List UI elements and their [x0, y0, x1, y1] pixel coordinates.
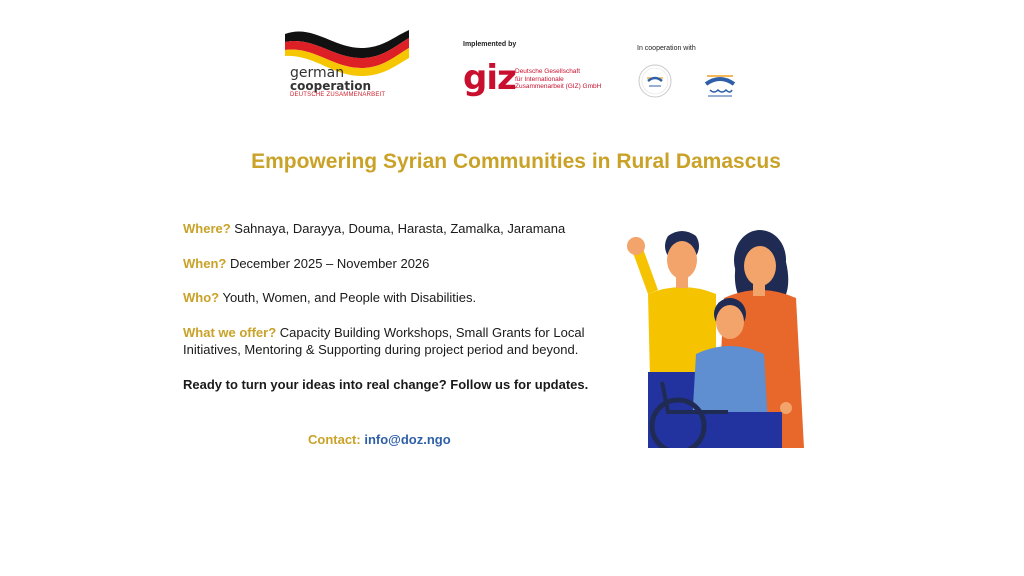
giz-subtitle-line: Deutsche Gesellschaft: [515, 68, 581, 75]
who-paragraph: [183, 289, 603, 307]
when-label: When?: [183, 255, 227, 271]
community-people-illustration: [612, 222, 812, 448]
where-paragraph: [183, 220, 603, 238]
in-cooperation-with-label: In cooperation with: [637, 45, 696, 52]
german-cooperation-line2: cooperation: [290, 79, 371, 93]
german-cooperation-line1: german: [290, 65, 345, 81]
doz-arabic-logo: [702, 70, 738, 100]
info-block: [183, 220, 603, 410]
german-cooperation-line3: DEUTSCHE ZUSAMMENARBEIT: [290, 92, 386, 98]
where-value: Sahnaya, Darayya, Douma, Harasta, Zamalka, Jaramana: [230, 221, 566, 236]
giz-subtitle-line: Zusammenarbeit (GIZ) GmbH: [515, 83, 602, 90]
contact-label: Contact:: [308, 432, 361, 447]
offer-paragraph: [183, 324, 603, 359]
giz-subtitle: [515, 68, 610, 91]
contact-line: [308, 432, 451, 447]
offer-value: Capacity Building Workshops, Small Grants for Local Initiatives, Mentoring & Supporting during project period and beyond.: [183, 324, 585, 357]
when-value: December 2025 – November 2026: [226, 255, 430, 271]
offer-label: What we offer?: [183, 324, 277, 340]
who-label: Who?: [183, 290, 220, 305]
page-title: Empowering Syrian Communities in Rural Damascus: [251, 150, 781, 173]
call-to-action: Ready to turn your ideas into real change? Follow us for updates.: [183, 376, 589, 392]
doz-ev-round-logo: [638, 64, 672, 98]
giz-subtitle-line: für Internationale: [515, 75, 564, 83]
who-value: Youth, Women, and People with Disabilities.: [219, 290, 477, 305]
when-paragraph: [183, 255, 603, 273]
contact-email-link[interactable]: info@doz.ngo: [364, 432, 451, 447]
where-label: Where?: [183, 221, 231, 236]
giz-logo-mark: giz: [463, 58, 516, 98]
implemented-by-label: Implemented by: [463, 41, 517, 48]
